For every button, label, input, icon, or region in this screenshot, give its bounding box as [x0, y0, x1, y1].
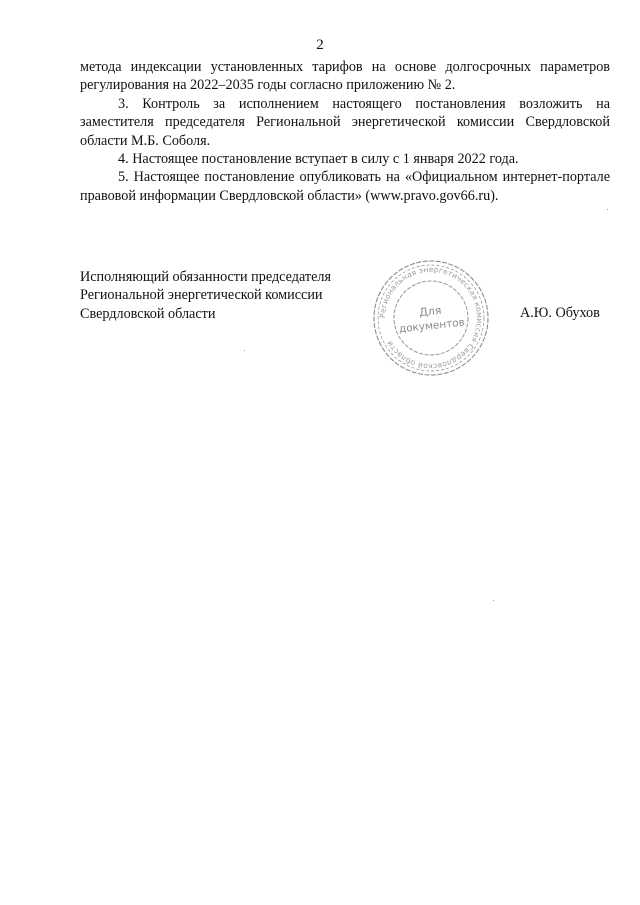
scan-speck — [607, 209, 608, 210]
signature-position-line-3: Свердловской области — [80, 305, 216, 322]
stamp-ring-text: Региональная энергетическая комиссия Свердловской области — [377, 264, 485, 372]
body-text — [80, 58, 610, 205]
scan-speck — [244, 350, 245, 351]
stamp-graphic — [370, 257, 492, 379]
paragraph-continuation: метода индексации установленных тарифов на основе долгосрочных параметров регулирования на 2022–2035 годы согласно приложению № 2. — [80, 59, 610, 94]
stamp-center-line-1: Для — [418, 303, 443, 320]
page-number: 2 — [316, 37, 324, 53]
stamp-outer-ring — [374, 261, 488, 375]
paragraph-4-effective-date: 4. Настоящее постановление вступает в силу с 1 января 2022 года. — [118, 151, 519, 168]
signature-position-line-1: Исполняющий обязанности председателя — [80, 269, 331, 285]
stamp-center-line-2: документов — [398, 316, 466, 336]
paragraph-3-control: 3. Контроль за исполнением настоящего постановления возложить на заместителя председателя Региональной энергетической комиссии Свердловской области М.Б. Соболя. — [80, 95, 610, 149]
paragraph-5-publication: 5. Настоящее постановление опубликовать на «Официальном интернет-портале правовой информации Свердловской области» (www.pravo.gov66.ru). — [80, 169, 610, 204]
signer-name: А.Ю. Обухов — [520, 305, 600, 321]
signature-position-line-2: Региональной энергетической комиссии — [80, 287, 323, 304]
signature-position — [80, 268, 360, 323]
official-stamp — [370, 257, 492, 379]
scan-speck — [493, 600, 494, 601]
